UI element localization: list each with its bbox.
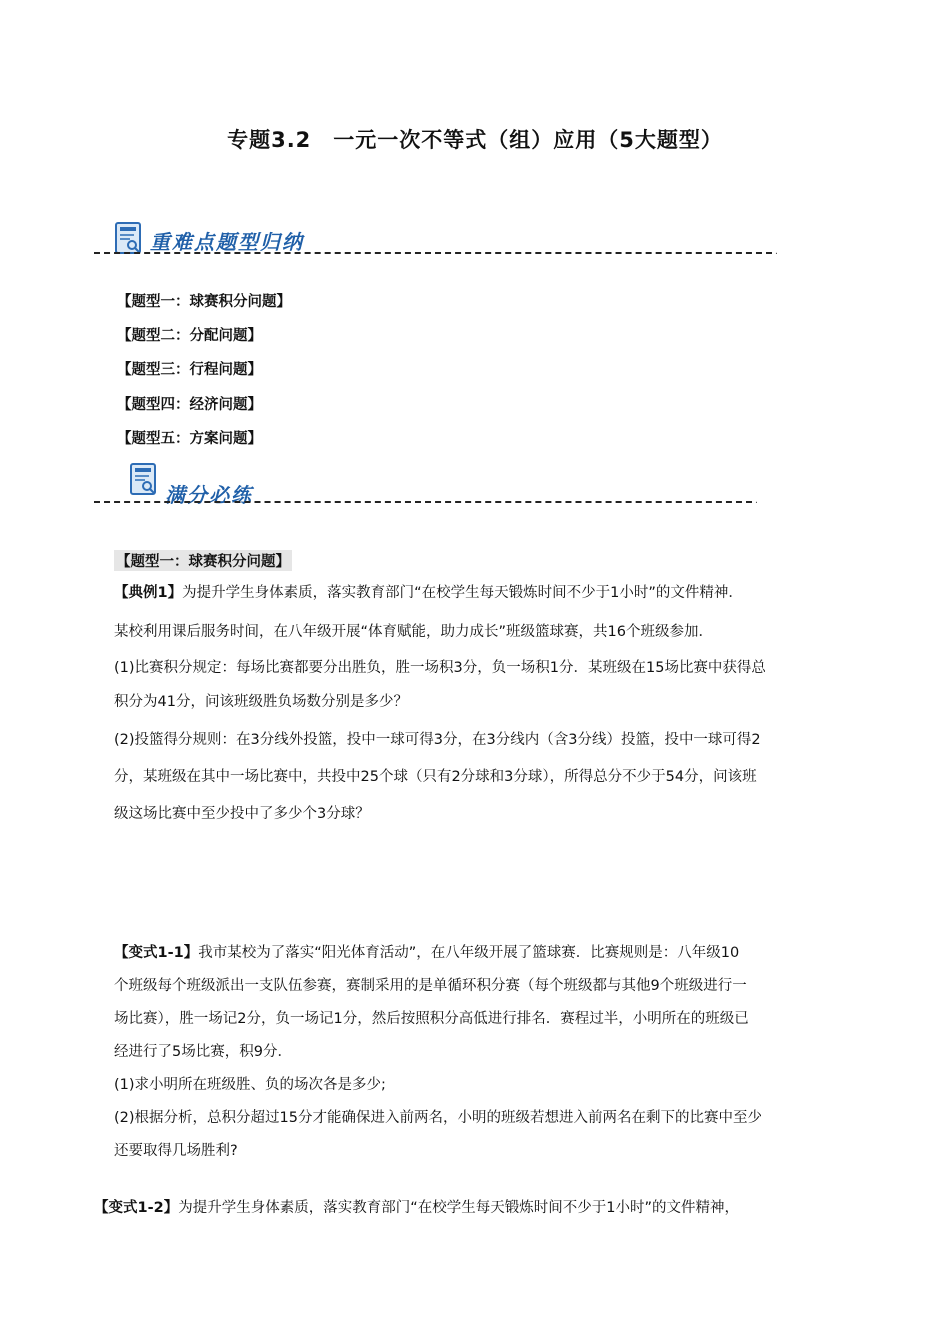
variant-tag: 【变式1-2】 — [94, 1200, 179, 1216]
document-search-icon — [130, 463, 160, 497]
page-title: 专题3.2 一元一次不等式（组）应用（5大题型） — [227, 128, 723, 152]
variant-line: (2)根据分析，总积分超过15分才能确保进入前两名，小明的班级若想进入前两名在剩下的比赛中至少 — [114, 1110, 762, 1126]
variant-line: 还要取得几场胜利? — [114, 1143, 238, 1159]
banner-label: 重难点题型归纳 — [150, 230, 304, 254]
variant-line: 个班级每个班级派出一支队伍参赛，赛制采用的是单循环积分赛（每个班级都与其他9个班级进行一 — [114, 978, 747, 994]
example-line: 分，某班级在其中一场比赛中，共投中25个球（只有2分球和3分球），所得总分不少于54分，问该班 — [114, 769, 757, 785]
example-line: (2)投篮得分规则：在3分线外投篮，投中一球可得3分，在3分线内（含3分线）投篮，投中一球可得2 — [114, 732, 761, 748]
divider-end-dot: . — [774, 246, 778, 257]
section-banner-practice — [112, 463, 758, 507]
example-line: (1)比赛积分规定：每场比赛都要分出胜负，胜一场积3分，负一场积1分．某班级在15场比赛中获得总 — [114, 660, 766, 676]
toc-item: 【题型五：方案问题】 — [117, 431, 262, 447]
example-text: 为提升学生身体素质，落实教育部门“在校学生每天锻炼时间不少于1小时”的文件精神． — [182, 585, 743, 601]
variant-line: 经进行了5场比赛，积9分． — [114, 1044, 292, 1060]
document-search-icon — [115, 222, 145, 256]
example-line: 积分为41分，问该班级胜负场数分别是多少？ — [114, 694, 408, 710]
toc-item: 【题型三：行程问题】 — [117, 362, 262, 378]
variant-line — [114, 937, 864, 969]
dashed-divider — [94, 252, 772, 254]
section-heading: 【题型一：球赛积分问题】 — [114, 550, 292, 571]
divider-end-dot: . — [754, 495, 758, 506]
section-banner-summary — [112, 222, 778, 262]
toc-item: 【题型四：经济问题】 — [117, 397, 262, 413]
variant-line: 场比赛），胜一场记2分，负一场记1分，然后按照积分高低进行排名．赛程过半，小明所在的班级已 — [114, 1011, 749, 1027]
example-tag: 【典例1】 — [114, 585, 183, 601]
toc-item: 【题型一：球赛积分问题】 — [117, 294, 291, 310]
variant-text: 为提升学生身体素质，落实教育部门“在校学生每天锻炼时间不少于1小时”的文件精神， — [178, 1200, 739, 1216]
example-line: 某校利用课后服务时间，在八年级开展“体育赋能，助力成长”班级篮球赛，共16个班级参加． — [114, 624, 713, 640]
example-line: 级这场比赛中至少投中了多少个3分球？ — [114, 806, 370, 822]
dashed-divider — [94, 501, 752, 503]
variant-line — [94, 1192, 874, 1224]
example-line — [114, 576, 864, 610]
toc-item: 【题型二：分配问题】 — [117, 328, 262, 344]
variant-tag: 【变式1-1】 — [114, 945, 199, 961]
variant-text: 我市某校为了落实“阳光体育活动”，在八年级开展了篮球赛．比赛规则是：八年级10 — [198, 945, 740, 961]
banner-label: 满分必练 — [165, 483, 253, 507]
variant-line: (1)求小明所在班级胜、负的场次各是多少; — [114, 1077, 386, 1093]
